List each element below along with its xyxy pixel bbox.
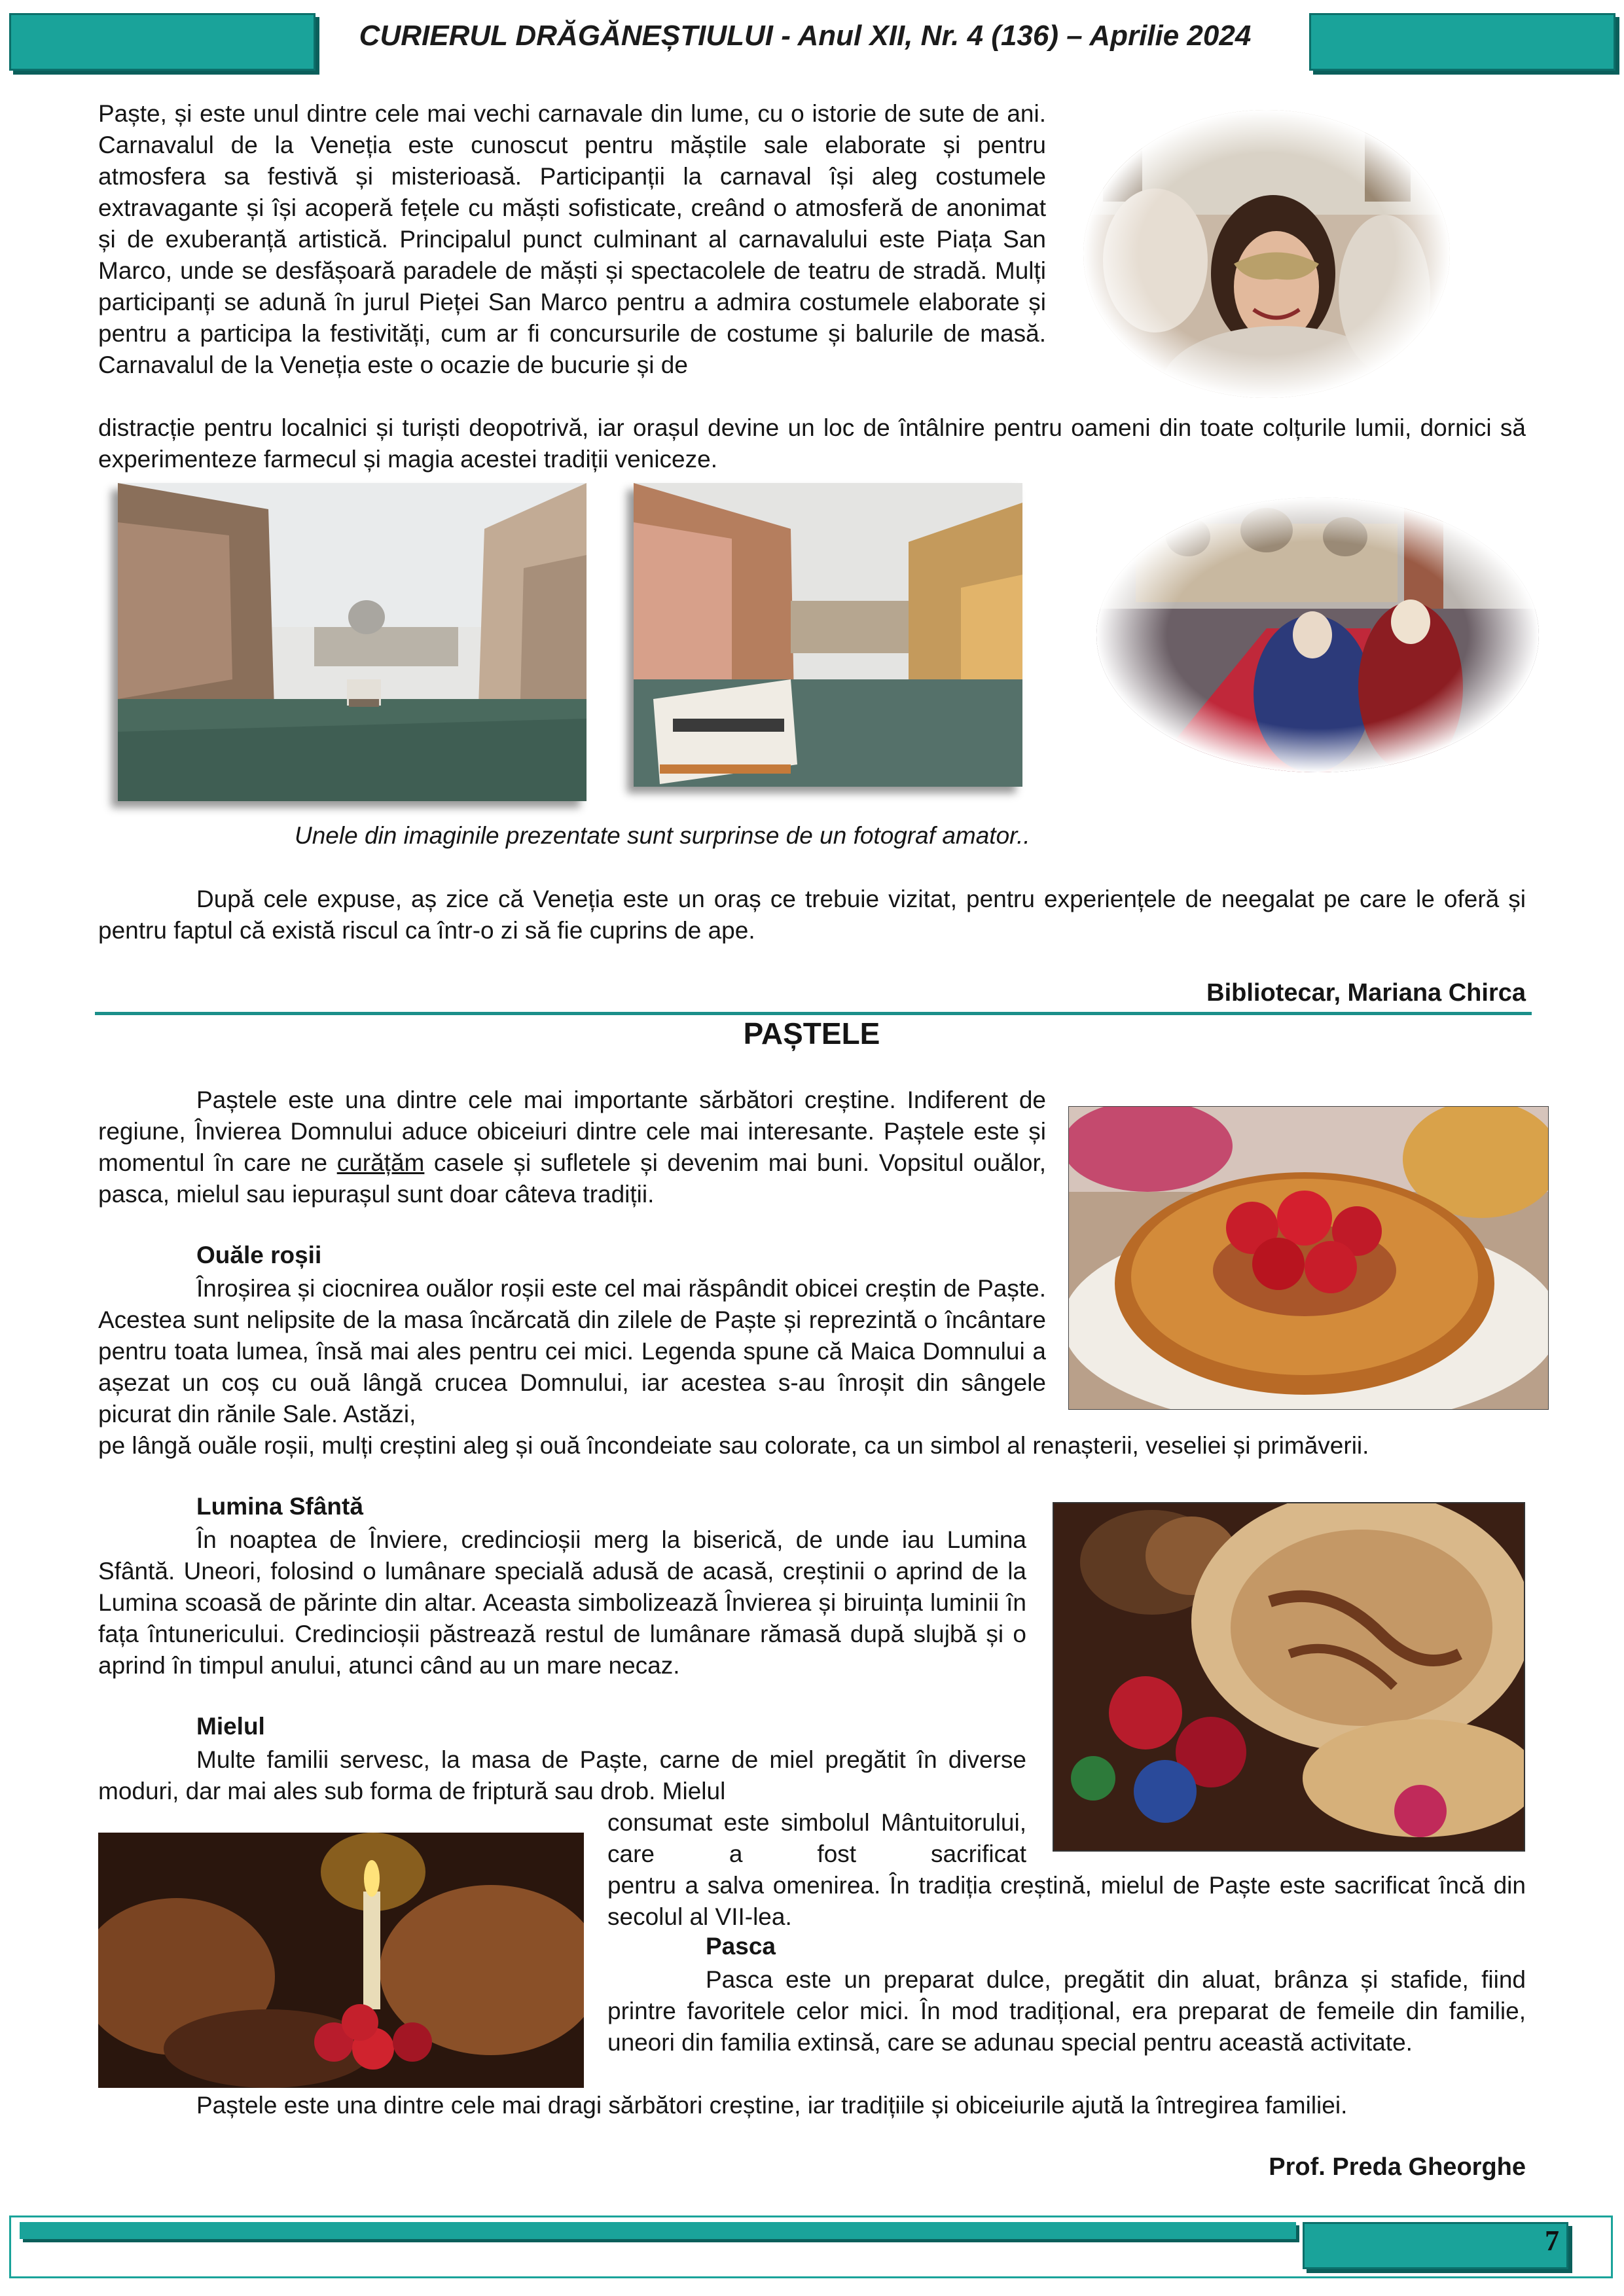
easter-intro-a: Paștele este una dintre cele mai importante sărbători creștine. Indiferent de regiune, Învierea Domnului aduce obiceiuri dintre cele mai interesante. Paștele este și momentul în care ne bbox=[98, 1086, 1046, 1176]
easter-candle-photo bbox=[98, 1833, 584, 2088]
venice-signature: Bibliotecar, Mariana Chirca bbox=[1206, 979, 1526, 1007]
lamb-paragraph-2: consumat este simbolul Mântuitorului, care a fost sacrificat bbox=[607, 1809, 1026, 1867]
header-right-bar bbox=[1309, 13, 1615, 71]
eggs-paragraph: Înroșirea și ciocnirea ouălor roșii este cel mai răspândit obicei creștin de Paște. Acestea sunt nelipsite de la masa încărcată din zilele de Paște și reprezintă o încântare pentru toata lumea, însă mai ales pentru cei mici. Legenda spune că Maica Domnului a așezat un coș cu ouă lângă crucea Domnului, iar acestea s-au înroșit din sângele picurat din rănile Sale. Astăzi, bbox=[98, 1275, 1046, 1427]
pasca-subheading: Pasca bbox=[706, 1933, 776, 1960]
lamb-paragraph: Multe familii servesc, la masa de Paște, carne de miel pregătit în diverse moduri, dar mai ales sub forma de friptură sau drob. Mielul bbox=[98, 1746, 1026, 1804]
header-left-bar bbox=[9, 13, 316, 71]
holy-light-paragraph: În noaptea de Înviere, credincioșii merg la biserică, de unde iau Lumina Sfântă. Uneori, folosind o lumânare specială adusă de acasă, creștinii o aprind de la Lumina scoasă de părinte din altar. Aceasta simbolizează Învierea și biruința luminii în fața întunericului. Credincioșii păstrează restul de lumânare rămasă după slujbă și o aprind în timpul anului, atunci când au un mare necaz. bbox=[98, 1526, 1026, 1679]
grand-canal-photo-2 bbox=[634, 483, 1022, 787]
footer-bar bbox=[20, 2222, 1296, 2239]
eggs-paragraph-continuation: pe lângă ouăle roșii, mulți creștini aleg și ouă încondeiate sau colorate, ca un simbol al renașterii, veseliei și primăverii. bbox=[98, 1432, 1369, 1459]
cozonac-photo bbox=[1053, 1502, 1525, 1852]
venice-intro-paragraph: Paște, și este unul dintre cele mai vechi carnavale din lume, cu o istorie de sute de ani. Carnavalul de la Veneția este cunoscut pentru măștile sale elaborate și pentru atmosfera sa festivă și misterioasă. Participanții la carnaval își aleg costumele extravagante și își acoperă fețele cu măști sofisticate, creând o atmosferă de anonimat și de exuberanță artistică. Principalul punct culminant al carnavalului este Piața San Marco, unde se desfășoară paradele de măști și spectacolele de teatru de stradă. Mulți participanți se adună în jurul Pieței San Marco pentru a admira costumele elaborate și pentru a participa la festivități, cum ar fi concursurile de costume și balurile de masă. Carnavalul de la Veneția este o ocazie de bucurie și de bbox=[98, 100, 1046, 378]
footer-page-box bbox=[1303, 2222, 1568, 2269]
photo-caption: Unele din imaginile prezentate sunt surprinse de un fotograf amator.. bbox=[295, 822, 1030, 849]
closing-paragraph: Paștele este una dintre cele mai dragi sărbători creștine, iar tradițiile și obiceiurile ajută la întregirea familiei. bbox=[196, 2092, 1348, 2119]
grand-canal-photo-1 bbox=[118, 483, 586, 801]
easter-signature: Prof. Preda Gheorghe bbox=[1269, 2153, 1526, 2181]
page-number: 7 bbox=[1545, 2225, 1559, 2257]
section-divider bbox=[95, 1012, 1532, 1015]
venice-conclusion: După cele expuse, aș zice că Veneția este un oraș ce trebuie vizitat, pentru experiențele de neegalat pe care le oferă și pentru faptul că există riscul ca într-o zi să fie cuprins de ape. bbox=[98, 886, 1526, 944]
carnival-mask-photo bbox=[1083, 110, 1450, 398]
easter-bread-photo bbox=[1068, 1106, 1549, 1410]
newspaper-title: CURIERUL DRĂGĂNEȘTIULUI - Anul XII, Nr. 4 (136) – Aprilie 2024 bbox=[359, 20, 1252, 52]
lamb-paragraph-3: pentru a salva omenirea. În tradiția creștină, mielul de Paște este sacrificat încă din secolul al VII-lea. bbox=[607, 1872, 1526, 1930]
easter-intro-b: casele și sufletele și devenim mai buni. Vopsitul ouălor, pasca, mielul sau iepurașul sunt doar câteva tradiții. bbox=[98, 1149, 1047, 1208]
holy-light-subheading: Lumina Sfântă bbox=[196, 1493, 363, 1520]
pasca-paragraph: Pasca este un preparat dulce, pregătit din aluat, brânza și stafide, fiind printre favoritele celor mici. În mod tradițional, era preparat de femeile din familie, uneori din familia extinsă, care se adunau special pentru această activitate. bbox=[607, 1966, 1526, 2056]
easter-intro bbox=[98, 1085, 1046, 1210]
san-marco-carnival-photo bbox=[1096, 497, 1539, 772]
easter-intro-underlined: curățăm bbox=[336, 1149, 425, 1176]
venice-intro-continuation: distracție pentru localnici și turiști deopotrivă, iar orașul devine un loc de întâlnire pentru oameni din toate colțurile lumii, dornici să experimenteze farmecul și magia acestei tradiții veniceze. bbox=[98, 414, 1526, 473]
eggs-subheading: Ouăle roșii bbox=[196, 1242, 322, 1268]
easter-title: PAȘTELE bbox=[743, 1016, 880, 1050]
lamb-subheading: Mielul bbox=[196, 1713, 265, 1740]
